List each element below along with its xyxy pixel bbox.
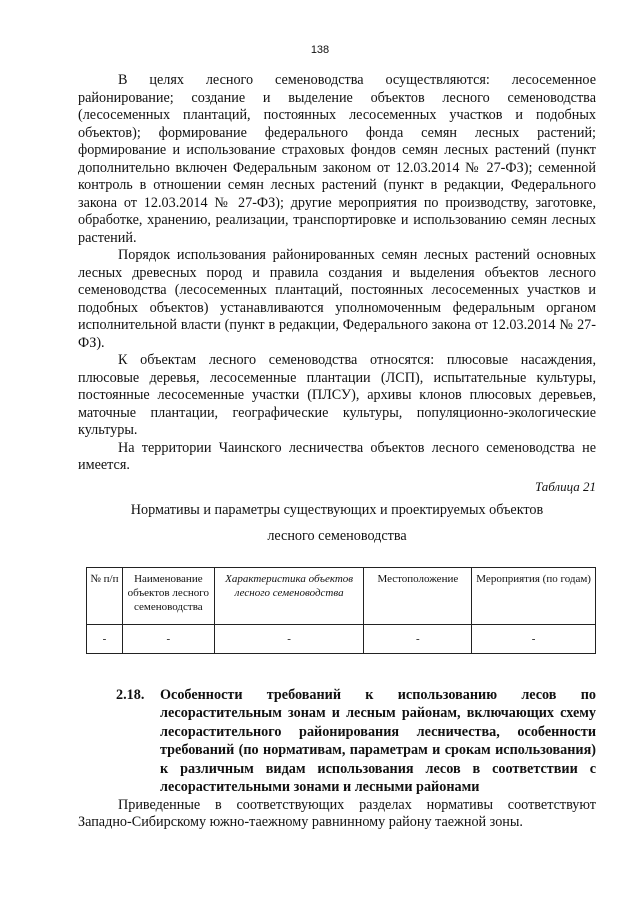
- page-number: 138: [310, 44, 330, 56]
- table-cell: -: [214, 624, 364, 653]
- table-title-line-1: Нормативы и параметры существующих и проектируемых объектов: [130, 501, 544, 518]
- header-location: Местоположение: [364, 567, 472, 624]
- table-header-row: [87, 567, 596, 624]
- paragraph-seed-activities: В целях лесного семеноводства осуществляются: лесосеменное районирование; создание и выделение объектов лесного семеноводства (лесосеменных плантаций, постоянных лесосеменных участков и подобных объектов); формирование федерального фонда семян лесных растений; формирование и использование страховых фондов семян лесных растений (пункт дополнительно включен Федеральным законом от 12.03.2014 № 27-ФЗ); семенной контроль в отношении семян лесных растений (пункт в редакции, Федерального закона от 12.03.2014 № 27-ФЗ); другие мероприятия по производству, заготовке, обработке, хранению, реализации, транспортировке и использованию семян лесных растений.: [78, 72, 596, 246]
- header-activities: Мероприятия (по годам): [472, 567, 596, 624]
- table-cell: -: [87, 624, 123, 653]
- table-label: Таблица 21: [534, 478, 596, 494]
- table-row: [87, 624, 596, 653]
- paragraph-final: Приведенные в соответствующих разделах нормативы соответствуют Западно-Сибирскому южно-таежному равнинному району таежной зоны.: [78, 796, 596, 830]
- table-cell: -: [472, 624, 596, 653]
- paragraph-seed-order: Порядок использования районированных семян лесных растений основных лесных древесных пород и правила создания и выделения объектов лесного семеноводства (лесосеменных плантаций, постоянных лесосеменных участков и подобных объектов) устанавливаются уполномоченным федеральным органом исполнительной власти (пункт в редакции, Федерального закона от 12.03.2014 № 27-ФЗ).: [78, 247, 596, 351]
- paragraph-no-objects: На территории Чаинского лесничества объектов лесного семеноводства не имеется.: [78, 439, 596, 473]
- header-name: Наименование объектов лесного семеноводства: [122, 567, 214, 624]
- section-heading: [78, 686, 596, 797]
- section-title: Особенности требований к использованию лесов по лесорастительным зонам и лесным районам, включающих схему лесорастительного районирования лесничества, особенности требований (по нормативам, параметрам и срокам использования) к различным видам использования лесов в соответствии с лесорастительными зонами и лесными районами: [160, 686, 596, 795]
- table-cell: -: [122, 624, 214, 653]
- section-number: 2.18.: [116, 686, 145, 703]
- table-cell: -: [364, 624, 472, 653]
- seed-objects-table: [86, 567, 596, 654]
- table-title-line-2: лесного семеноводства: [267, 527, 407, 544]
- table-title: [78, 497, 596, 549]
- header-characteristics: Характеристика объектов лесного семеноводства: [214, 567, 364, 624]
- page-content: [78, 72, 596, 832]
- paragraph-seed-objects: К объектам лесного семеноводства относятся: плюсовые насаждения, плюсовые деревья, лесосеменные плантации (ЛСП), испытательные культуры, постоянные лесосеменные участки (ПЛСУ), архивы клонов плюсовых деревьев, маточные плантации, географические культуры, популяционно-экологические культуры.: [78, 352, 596, 438]
- header-number: № п/п: [87, 567, 123, 624]
